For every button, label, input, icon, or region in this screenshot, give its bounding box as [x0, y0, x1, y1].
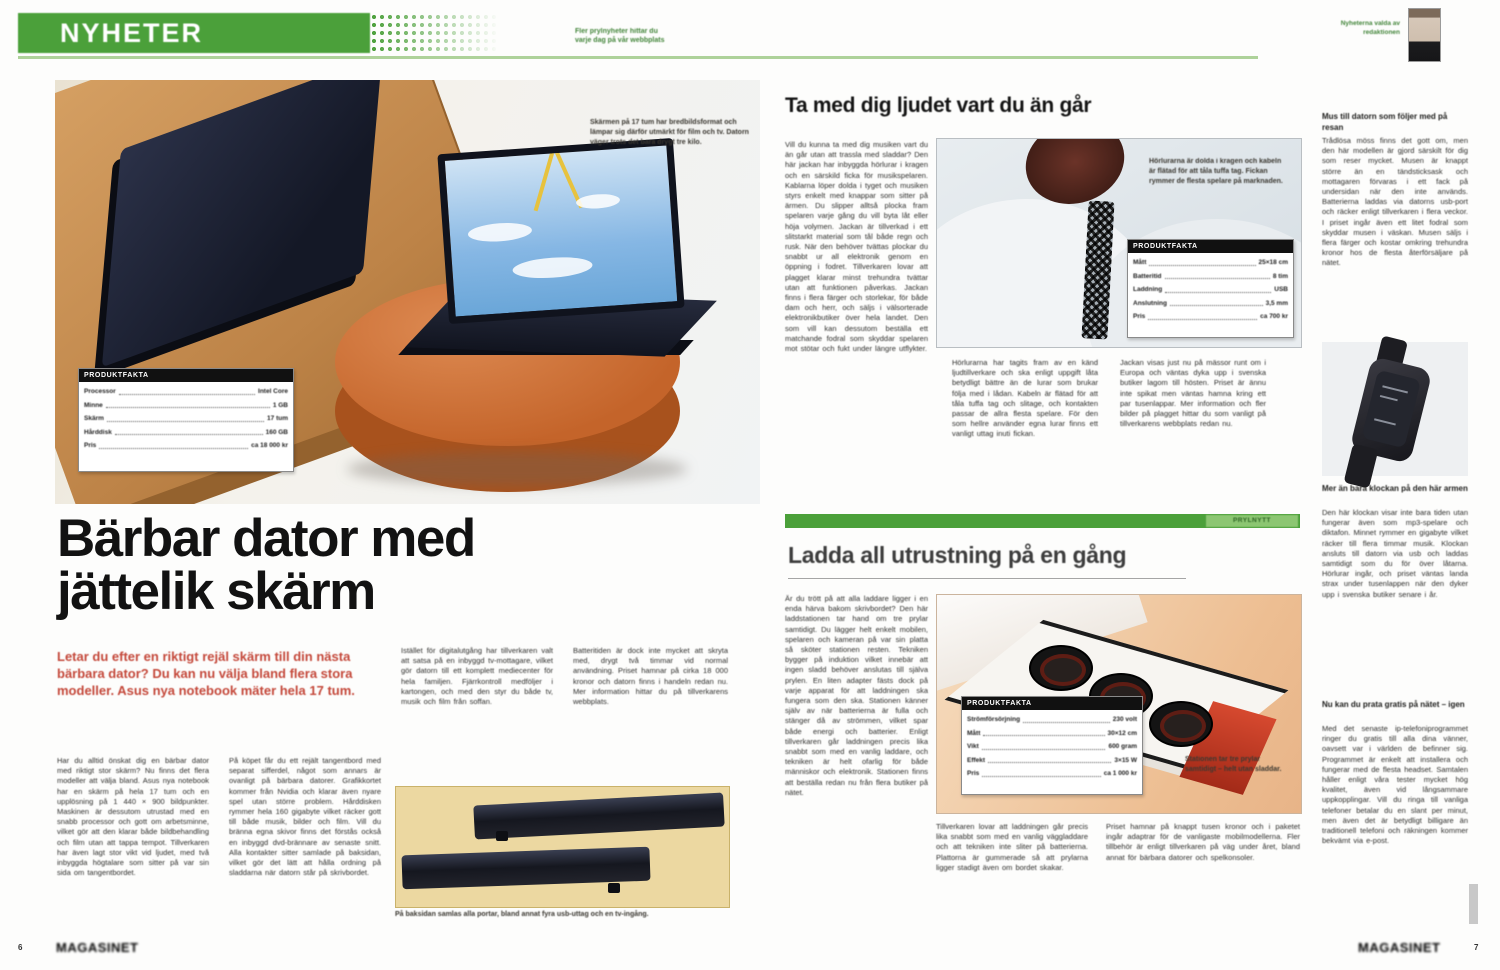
plinth-shadow — [347, 452, 687, 486]
smartwatch-photo — [1322, 342, 1468, 476]
author-portrait — [1408, 8, 1441, 62]
spec-label: Batteritid — [1133, 272, 1162, 280]
charging-pad — [1149, 701, 1213, 747]
spec-label: Pris — [1133, 313, 1146, 320]
charger-spec-box — [961, 696, 1143, 795]
spec-value: 1 GB — [272, 401, 288, 409]
byline-line2: redaktionen — [1363, 28, 1400, 36]
open-laptop-screen — [437, 138, 684, 324]
watch-band-bottom — [1344, 443, 1379, 488]
spec-title: PRODUKTFAKTA — [79, 369, 293, 382]
spec-value: 3×15 W — [1114, 756, 1137, 764]
banner-dots-decoration — [370, 13, 500, 53]
masthead-note-line2: varje dag på vår webbplats — [575, 37, 665, 44]
sidebar-item-3-heading: Nu kan du prata gratis på nätet – igen — [1322, 700, 1465, 709]
laptop-headline-line2: jättelik skärm — [57, 562, 375, 621]
spec-value: ca 700 kr — [1260, 313, 1288, 320]
watch-screen-text — [1380, 395, 1398, 401]
spec-row — [1128, 287, 1293, 294]
laptop-photo-caption: Skärmen på 17 tum har bredbildsformat och lämpar sig därför utmärkt för film och tv. Datorn väger trots det bara drygt tre kilo. — [590, 119, 749, 146]
spec-value: 17 tum — [267, 415, 288, 422]
laptop-headline — [57, 509, 537, 621]
audio-photo-caption: Hörlurarna är dolda i kragen och kabeln är flätad för att tåla tuffa tag. Fickan rymmer de flesta spelare på marknaden. — [1149, 158, 1283, 185]
audio-headline: Ta med dig ljudet vart du än går — [785, 94, 1092, 117]
laptop-headline-line1: Bärbar dator med — [57, 509, 475, 568]
charger-body-column-3: Priset hamnar på knappt tusen kronor och i paketet ingår adaptrar för de vanligaste mobilmodellerna. Fler tillbehör är enligt tillverkaren på väg under året, bland annat för bärbara datorer och spelkonsoler. — [1106, 822, 1300, 862]
spec-leader — [1165, 278, 1270, 279]
spec-value: 160 GB — [265, 428, 288, 436]
spec-row — [1128, 260, 1293, 267]
byline-line1: Nyheterna valda av — [1340, 20, 1400, 27]
spec-value: 230 volt — [1112, 716, 1137, 723]
screen-cloud — [512, 255, 593, 281]
spec-leader — [982, 776, 1100, 777]
spec-value: ca 1 000 kr — [1103, 770, 1137, 777]
byline — [1322, 20, 1400, 37]
charger-body-column-2: Tillverkaren lovar att laddningen går precis lika snabbt som med en vanlig väggladdare och att tekniken inte sliter på batterierna. Plattorna är gummerade så att prylarna ligger stadigt även om bordet skakar. — [936, 822, 1088, 872]
spec-leader — [1023, 722, 1110, 723]
charging-pad-ring — [1040, 654, 1086, 686]
audio-body-column-3: Jackan visas just nu på mässor runt om i Europa och väntas dyka upp i svenska butiker lagom till hösten. Priset är ännu inte spikat men väntas hamna kring ett par tusenlappar. Mer information och fler bilder på plagget hittar du som vanligt på tillverkarens webbplats redan nu. — [1120, 358, 1266, 429]
sidebar-item-2-heading: Mer än bara klockan på den här armen — [1322, 484, 1468, 493]
spec-label: Mått — [967, 729, 981, 737]
spec-value: Intel Core — [258, 388, 288, 395]
spec-row — [79, 389, 293, 396]
spec-label: Strömförsörjning — [967, 716, 1021, 723]
spec-label: Skärm — [84, 415, 104, 422]
spec-label: Anslutning — [1133, 299, 1167, 307]
laptop-foot — [608, 883, 620, 893]
laptop-product-photo — [55, 80, 760, 504]
spec-value: 30×12 cm — [1107, 729, 1137, 737]
spec-row — [79, 430, 293, 437]
spec-row — [1128, 301, 1293, 308]
spec-label: Minne — [84, 401, 103, 409]
sidebar-item-1-heading: Mus till datorn som följer med på resan — [1322, 112, 1448, 132]
masthead-note-line1: Fler prylnyheter hittar du — [575, 28, 658, 35]
spec-label: Effekt — [967, 756, 986, 764]
laptop-body-column-1: Har du alltid önskat dig en bärbar dator med riktigt stor skärm? Nu finns det flera modeller att välja bland. Asus nya notebook har en skärm på hela 17 tum och en upplösning på 1 440 × 900 bildpunkter. Maskinen är dessutom utrustad med en snabb processor och gott om arbetsminne, vilket gör att den klarar både bildbehandling och film utan att tappa tempot. Tillverkaren har även lagt stor vikt vid ljudet, med två inbyggda högtalare som sitter på var sin sida om tangentbordet. — [57, 756, 209, 878]
spec-leader — [983, 735, 1104, 736]
spec-value: 3,5 mm — [1265, 299, 1288, 307]
watch-screen-text — [1382, 385, 1408, 393]
charger-product-photo — [936, 594, 1302, 814]
laptop-inset-caption: På baksidan samlas alla portar, bland annat fyra usb-uttag och en tv-ingång. — [395, 911, 649, 918]
audio-body-column-2: Hörlurarna har tagits fram av en känd ljudtillverkare och ska enligt uppgift låta betydligt bättre än de lurar som brukar följa med i lådan. Kabeln är flätad för att tåla tuffa tag och slitage, och kontakten passar de allra flesta spelare. För den som hellre använder egna lurar finns ett vanligt uttag inuti fickan. — [952, 358, 1098, 439]
spec-label: Pris — [967, 770, 980, 777]
spec-leader — [1165, 292, 1271, 293]
magazine-logo-right: MAGASINET — [1358, 940, 1441, 955]
laptop-side-view — [473, 792, 724, 839]
spec-row — [962, 771, 1142, 778]
sidebar-item-1-body: Trådlösa möss finns det gott om, men den här modellen är gjord särskilt för dig som reser mycket. Musen är knappt större än en tändsticksask och mottagaren förvaras i ett fack på undersidan när den inte används. Batterierna laddas via datorns usb-port och räcker enligt tillverkaren i flera veckor. I priset ingår även ett litet fodral som skyddar musen i väskan. Musen säljs i flera färger och kostar omkring trehundra kronor hos de flesta återförsäljare på nätet. — [1322, 136, 1468, 268]
audio-spec-box — [1127, 239, 1294, 338]
spec-leader — [107, 421, 264, 422]
spec-row — [79, 416, 293, 423]
spec-row — [1128, 314, 1293, 321]
laptop-lead: Letar du efter en riktigt rejäl skärm till din nästa bärbara dator? Du kan nu välja bland flera stora modeller. Asus nya notebook mäter hela 17 tum. — [57, 649, 355, 698]
spec-leader — [1149, 265, 1255, 266]
watch-screen — [1361, 370, 1421, 449]
spec-row — [1128, 274, 1293, 281]
spec-label: Pris — [84, 442, 97, 449]
spec-row — [79, 443, 293, 450]
laptop-ports-inset-photo — [395, 786, 730, 908]
spec-label: Processor — [84, 388, 116, 395]
charging-pad-ring — [1160, 710, 1206, 742]
page-number-right: 7 — [1474, 943, 1479, 952]
watch-screen-text — [1374, 418, 1396, 425]
screen-cloud — [576, 193, 621, 210]
spec-label: Vikt — [967, 743, 979, 750]
spec-leader — [1170, 305, 1263, 306]
spec-row — [962, 731, 1142, 738]
spec-title: PRODUKTFAKTA — [962, 697, 1142, 710]
audio-jacket-photo — [936, 138, 1302, 348]
spec-leader — [988, 762, 1111, 763]
spec-title: PRODUKTFAKTA — [1128, 240, 1293, 253]
laptop-body-column-2: På köpet får du ett rejält tangentbord med separat sifferdel, något som annars är ovanligt på bärbara datorer. Grafikkortet kommer från Nvidia och klarar även nyare spel utan större problem. Hårddisken rymmer hela 160 gigabyte vilket räcker gott till både musik, bilder och film. Vill du bränna egna skivor finns det förstås också en inbyggd dvd-brännare av senaste snitt. Alla kontakter sitter samlade på baksidan, vilket gör det lätt att hålla ordning på sladdarna när datorn står på skrivbordet. — [229, 756, 381, 878]
charger-headline: Ladda all utrustning på en gång — [788, 542, 1127, 568]
spec-leader — [119, 394, 255, 395]
sidebar-item-2-body: Den här klockan visar inte bara tiden utan fungerar även som mp3-spelare och diktafon. Minnet rymmer en gigabyte vilket räcker till flera timmar musik. Klockan ansluts till datorn via usb och laddas samtidigt som du för över låtarna. Hörlurar ingår, och priset väntas landa strax under tusenlappen när den dyker upp i svenska butiker senare i år. — [1322, 508, 1468, 599]
spec-leader — [1148, 319, 1257, 320]
laptop-foot — [496, 831, 508, 841]
spec-label: Laddning — [1133, 286, 1163, 293]
spec-row — [962, 758, 1142, 765]
spec-row — [962, 717, 1142, 724]
sidebar-item-3-body: Med det senaste ip-telefoniprogrammet ringer du gratis till alla dina vänner, oavsett var i världen de befinner sig. Programmet är enkelt att installera och fungerar med de flesta headset. Samtalen håller enligt våra tester mycket hög kvalitet, även vid långsammare uppkopplingar. Vill du ringa till vanliga telefoner betalar du en slant per minut, men även det är betydligt billigare än traditionell telefoni och räkningen kommer bekvämt via e-post. — [1322, 724, 1468, 846]
spec-value: 25×18 cm — [1258, 259, 1288, 266]
spec-leader — [982, 749, 1106, 750]
section-banner: NYHETER — [18, 13, 370, 53]
charging-pad — [1029, 645, 1093, 691]
spec-value: 600 gram — [1108, 743, 1137, 750]
charger-photo-caption: Stationen tar tre prylar samtidigt – helt utan sladdar. — [1185, 756, 1282, 773]
screen-cloud — [467, 221, 532, 243]
spec-leader — [115, 434, 263, 435]
divider-tag: PRYLNYTT — [1206, 515, 1298, 527]
spec-leader — [106, 407, 270, 408]
page-number-left: 6 — [18, 943, 23, 952]
spec-label: Mått — [1133, 259, 1147, 266]
laptop-spec-box — [78, 368, 294, 472]
laptop-body-column-4: Batteritiden är dock inte mycket att skryta med, drygt två timmar vid normal användning. Priset hamnar på cirka 18 000 kronor och datorn finns i handeln redan nu. Mer information hittar du på tillverkarens webbplats. — [573, 646, 728, 707]
spec-value: USB — [1274, 286, 1288, 293]
header-rule — [18, 56, 1258, 59]
spec-row — [79, 403, 293, 410]
spec-row — [962, 744, 1142, 751]
charger-headline-rule — [788, 578, 1186, 579]
screen-wallpaper-detail — [534, 149, 555, 212]
page-edge-mark — [1469, 884, 1478, 924]
charger-body-column-left: Är du trött på att alla laddare ligger i en enda härva bakom skrivbordet? Den här laddstationen tar hand om tre prylar samtidigt. Du lägger helt enkelt mobilen, spelaren och kameran på var sin platta så sköter stationen resten. Tekniken bygger på induktion vilket innebär att ingen sladd behöver anslutas till själva prylen. En liten adapter fästs dock på varje apparat för att laddningen ska fungera som den ska. Stationen känner själv av när batterierna är fulla och stänger då av strömmen, vilket spar både energi och batterier. Enligt tillverkaren går laddningen precis lika snabbt som med en vanlig laddare, och tekniken är helt ofarlig för både människor och elektronik. Stationen finns att beställa redan nu från flera butiker på nätet. — [785, 594, 928, 797]
masthead-note — [575, 27, 705, 45]
spec-value: 8 tim — [1272, 272, 1288, 280]
magazine-logo-left: MAGASINET — [56, 940, 139, 955]
spec-value: ca 18 000 kr — [251, 442, 288, 449]
audio-body-column-left: Vill du kunna ta med dig musiken vart du än går utan att trassla med sladdar? Den här jackan har inbyggda hörlurar i kragen och en särskild ficka för musikspelaren. Kablarna löper dolda i tyget och musiken styrs enkelt med knappar som sitter på ärmen. Du slipper alltså plocka fram spelaren varje gång du vill byta låt eller höja volymen. Jackan är tillverkad i ett slitstarkt material som tål både regn och rusk. När den behöver tvättas plockar du snabbt ur all elektronik genom en öppning i fodret. Tillverkaren lovar att plagget klarar minst trehundra tvättar utan att funktionen påverkas. Jackan finns i flera färger och storlekar, för både dam och herr, och säljs i välsorterade elektronikbutiker över hela landet. Den som vill kan dessutom beställa ett matchande fodral som skyddar spelaren mot stötar och fukt under längre utflykter. — [785, 140, 928, 354]
spec-label: Hårddisk — [84, 428, 112, 436]
laptop-body-column-3: Istället för digitalutgång har tillverkaren valt att satsa på en inbyggd tv-mottagare, vilket gör datorn till ett komplett mediecenter för hela familjen. Fjärrkontroll medföljer i kartongen, och med den styr du både tv, musik och film från soffan. — [401, 646, 553, 707]
spec-leader — [99, 448, 248, 449]
